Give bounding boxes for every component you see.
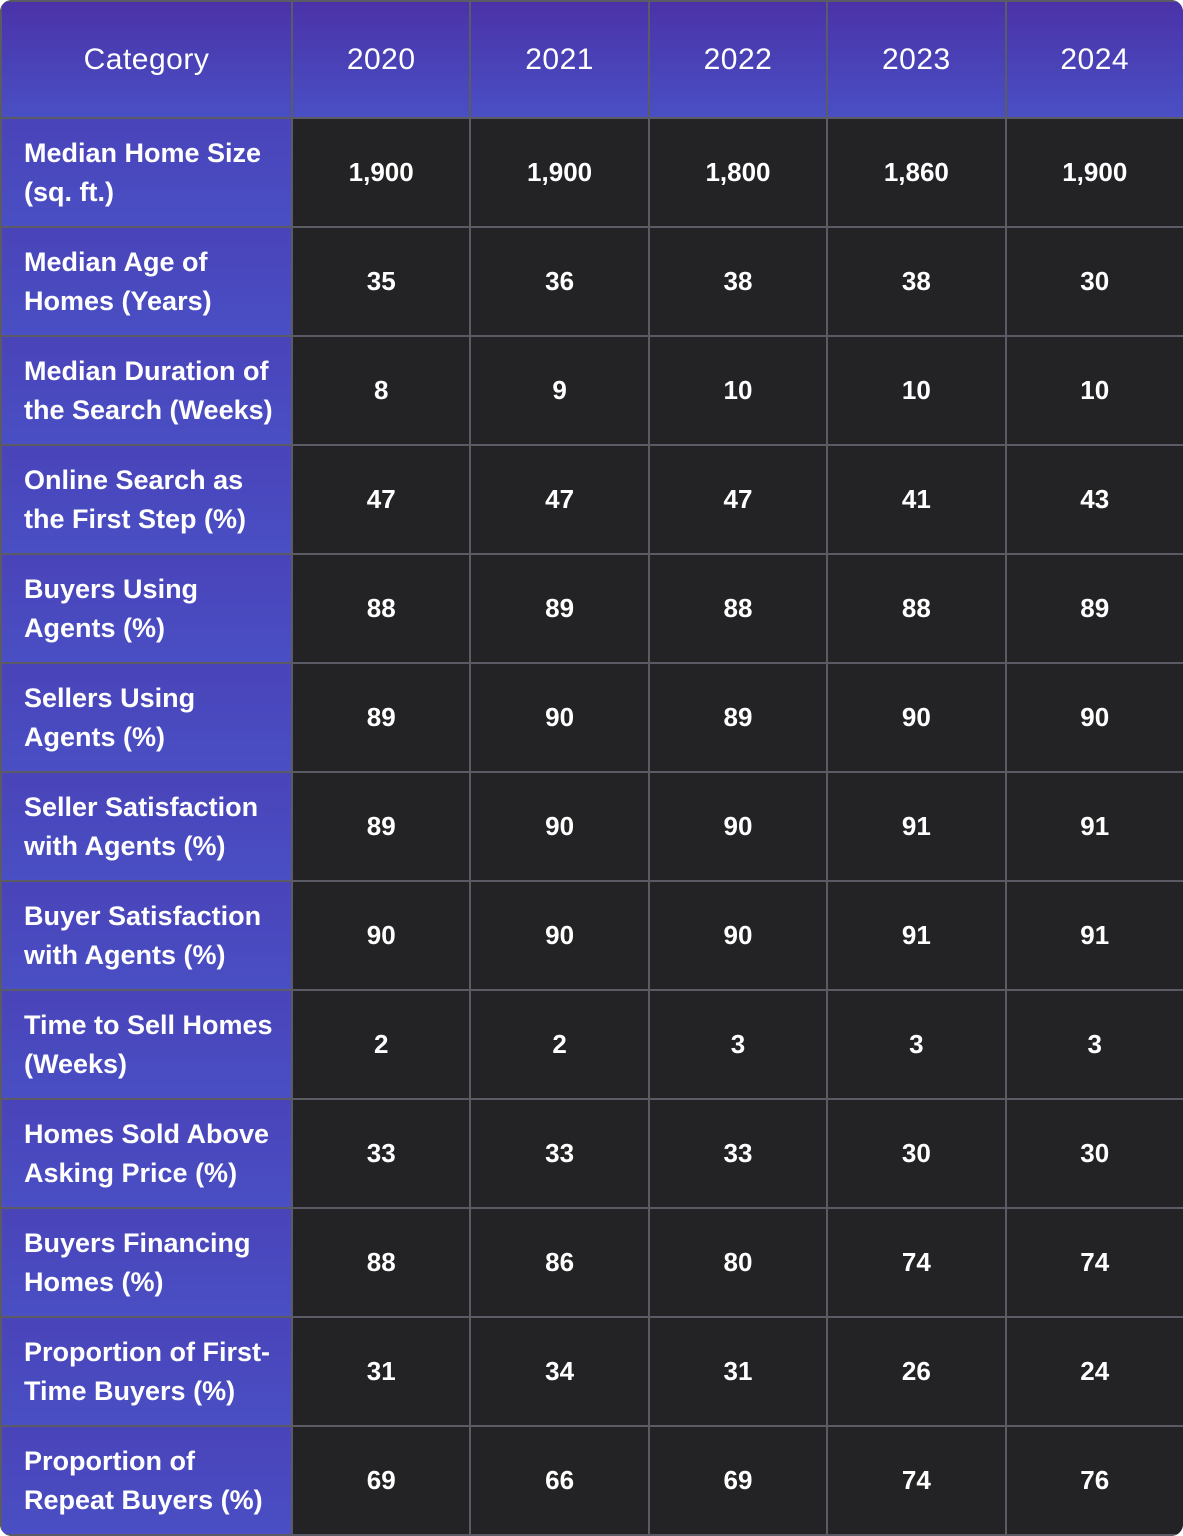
table-cell-value: 33 [470, 1099, 648, 1208]
table-cell-value: 90 [827, 663, 1005, 772]
table-cell-value: 3 [649, 990, 827, 1099]
table-row [1, 881, 1183, 990]
row-category-label: Sellers Using Agents (%) [1, 663, 292, 772]
table-row [1, 990, 1183, 1099]
table-cell-value: 91 [1006, 772, 1183, 881]
table-cell-value: 47 [649, 445, 827, 554]
column-header-category: Category [1, 1, 292, 118]
column-header-year: 2023 [827, 1, 1005, 118]
table-cell-value: 24 [1006, 1317, 1183, 1426]
table-cell-value: 74 [1006, 1208, 1183, 1317]
column-header-year: 2024 [1006, 1, 1183, 118]
table-cell-value: 86 [470, 1208, 648, 1317]
table-cell-value: 2 [470, 990, 648, 1099]
table-cell-value: 8 [292, 336, 470, 445]
table-cell-value: 89 [292, 772, 470, 881]
table-cell-value: 33 [649, 1099, 827, 1208]
table-cell-value: 33 [292, 1099, 470, 1208]
table-row [1, 1099, 1183, 1208]
column-header-year: 2020 [292, 1, 470, 118]
table-cell-value: 74 [827, 1426, 1005, 1535]
table-cell-value: 35 [292, 227, 470, 336]
column-header-year: 2022 [649, 1, 827, 118]
table-cell-value: 1,900 [292, 118, 470, 227]
column-header-year: 2021 [470, 1, 648, 118]
table-cell-value: 47 [470, 445, 648, 554]
table-cell-value: 3 [827, 990, 1005, 1099]
table-cell-value: 34 [470, 1317, 648, 1426]
table-cell-value: 66 [470, 1426, 648, 1535]
table-row [1, 336, 1183, 445]
table-cell-value: 76 [1006, 1426, 1183, 1535]
table-cell-value: 30 [1006, 227, 1183, 336]
row-category-label: Proportion of First-Time Buyers (%) [1, 1317, 292, 1426]
row-category-label: Buyers Financing Homes (%) [1, 1208, 292, 1317]
table-row [1, 1317, 1183, 1426]
table-row [1, 445, 1183, 554]
row-category-label: Buyers Using Agents (%) [1, 554, 292, 663]
table-cell-value: 88 [292, 554, 470, 663]
row-category-label: Online Search as the First Step (%) [1, 445, 292, 554]
table-cell-value: 90 [649, 881, 827, 990]
table-cell-value: 31 [649, 1317, 827, 1426]
table-cell-value: 31 [292, 1317, 470, 1426]
table-cell-value: 89 [470, 554, 648, 663]
table-cell-value: 90 [470, 663, 648, 772]
table-cell-value: 10 [1006, 336, 1183, 445]
table-cell-value: 1,800 [649, 118, 827, 227]
table-cell-value: 88 [827, 554, 1005, 663]
header-row [1, 1, 1183, 118]
table-cell-value: 90 [470, 772, 648, 881]
table-body [1, 118, 1183, 1535]
table-cell-value: 90 [292, 881, 470, 990]
table-cell-value: 9 [470, 336, 648, 445]
table-cell-value: 90 [1006, 663, 1183, 772]
table-cell-value: 41 [827, 445, 1005, 554]
table-row [1, 1426, 1183, 1535]
table-row [1, 772, 1183, 881]
table-cell-value: 3 [1006, 990, 1183, 1099]
table-row [1, 554, 1183, 663]
table-cell-value: 38 [649, 227, 827, 336]
table-cell-value: 47 [292, 445, 470, 554]
table-cell-value: 89 [292, 663, 470, 772]
table-cell-value: 90 [470, 881, 648, 990]
table-cell-value: 91 [827, 772, 1005, 881]
table-cell-value: 69 [649, 1426, 827, 1535]
table-row [1, 118, 1183, 227]
table-cell-value: 91 [1006, 881, 1183, 990]
table-cell-value: 10 [649, 336, 827, 445]
table-cell-value: 30 [827, 1099, 1005, 1208]
table-cell-value: 69 [292, 1426, 470, 1535]
table-cell-value: 1,900 [1006, 118, 1183, 227]
table-cell-value: 43 [1006, 445, 1183, 554]
table-row [1, 227, 1183, 336]
row-category-label: Time to Sell Homes (Weeks) [1, 990, 292, 1099]
row-category-label: Median Age of Homes (Years) [1, 227, 292, 336]
table-cell-value: 89 [1006, 554, 1183, 663]
table-cell-value: 10 [827, 336, 1005, 445]
row-category-label: Buyer Satisfaction with Agents (%) [1, 881, 292, 990]
table-cell-value: 38 [827, 227, 1005, 336]
row-category-label: Median Home Size (sq. ft.) [1, 118, 292, 227]
table-cell-value: 74 [827, 1208, 1005, 1317]
table-cell-value: 36 [470, 227, 648, 336]
table-cell-value: 30 [1006, 1099, 1183, 1208]
row-category-label: Seller Satisfaction with Agents (%) [1, 772, 292, 881]
table-cell-value: 2 [292, 990, 470, 1099]
table-cell-value: 88 [649, 554, 827, 663]
table-cell-value: 88 [292, 1208, 470, 1317]
row-category-label: Median Duration of the Search (Weeks) [1, 336, 292, 445]
table-row [1, 663, 1183, 772]
table-cell-value: 90 [649, 772, 827, 881]
table-cell-value: 80 [649, 1208, 827, 1317]
table-cell-value: 1,860 [827, 118, 1005, 227]
table-cell-value: 26 [827, 1317, 1005, 1426]
table-cell-value: 91 [827, 881, 1005, 990]
row-category-label: Homes Sold Above Asking Price (%) [1, 1099, 292, 1208]
table-row [1, 1208, 1183, 1317]
table-cell-value: 89 [649, 663, 827, 772]
table-cell-value: 1,900 [470, 118, 648, 227]
row-category-label: Proportion of Repeat Buyers (%) [1, 1426, 292, 1535]
